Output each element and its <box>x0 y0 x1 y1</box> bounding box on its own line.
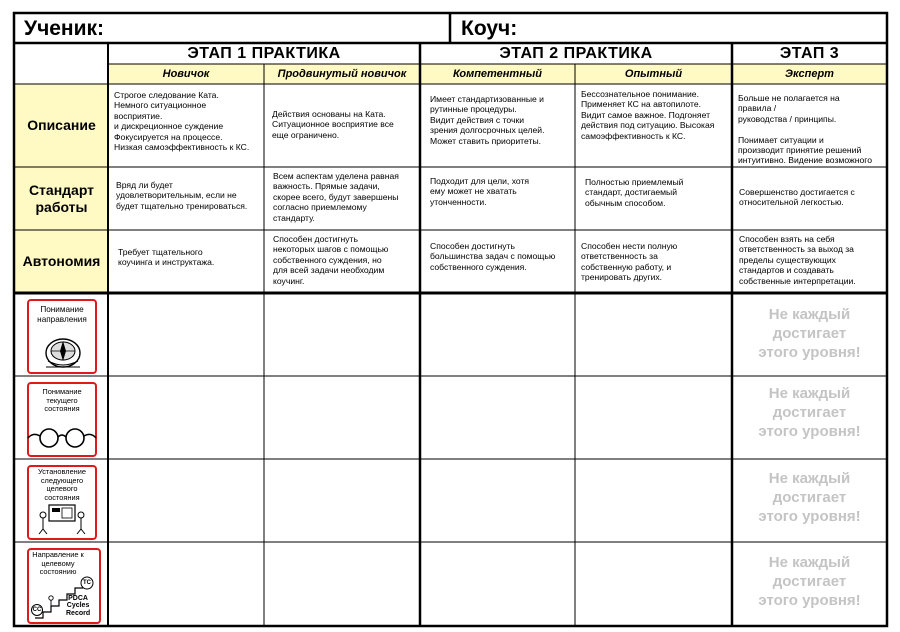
compass-icon <box>42 331 84 369</box>
cell-standard-competent: Подходит для цели, хотя ему может не хватать утонченности. <box>430 176 530 207</box>
cell-autonomy-novice: Требует тщательного коучинга и инструктажа. <box>118 247 215 268</box>
badge-tc: TC <box>83 580 91 586</box>
cell-description-expert: Больше не полагается на правила / руководства / принципы. Понимает ситуации и производит принятие решений интуитивно. Видение возможного <box>738 93 873 166</box>
cell-standard-proficient: Полностью приемлемый стандарт, достигаемый обычным способом. <box>585 177 684 208</box>
coach-label: Коуч: <box>461 17 518 40</box>
expert-note-1: Не каждый достигает этого уровня! <box>758 306 861 361</box>
cell-autonomy-competent: Способен достигнуть большинства задач с помощью собственного суждения. <box>430 241 556 272</box>
pdca-record-label: PDCA Cycles Record <box>66 595 91 617</box>
skill-next-target-label: Установление следующего целевого состояния <box>38 467 86 502</box>
row-header-description: Описание <box>27 117 96 133</box>
level-expert: Эксперт <box>785 68 834 80</box>
cell-standard-expert: Совершенство достигается с относительной легкостью. <box>739 187 855 208</box>
expert-note-3: Не каждый достигает этого уровня! <box>758 470 861 525</box>
cell-standard-advanced-beginner: Всем аспектам уделена равная важность. Прямые задачи, скорее всего, будут завершены согласно приемлемому стандарту. <box>273 171 399 223</box>
row-header-autonomy: Автономия <box>22 253 101 269</box>
skill-current-condition <box>27 382 97 457</box>
cell-description-proficient: Бессознательное понимание. Применяет КС на автопилоте. Видит самое важное. Подгоняет действия под ситуацию. Высокая самоэффективность к КС. <box>581 89 715 141</box>
skill-next-target <box>27 465 97 540</box>
stage-1-title: ЭТАП 1 ПРАКТИКА <box>187 45 341 62</box>
skill-toward-target-label: Направление к целевому состоянию <box>32 550 84 577</box>
skill-toward-target <box>27 548 101 624</box>
skill-current-condition-label: Понимание текущего состояния <box>42 387 82 414</box>
level-advanced-beginner: Продвинутый новичок <box>277 68 407 80</box>
cell-description-novice: Строгое следование Ката. Немного ситуационное восприятие. и дискреционное суждение Фокусируется на процессе. Низкая самоэффективность к КС. <box>114 90 250 153</box>
target-board-icon <box>37 503 87 535</box>
row-header-work-standard: Стандарт работы <box>28 181 95 215</box>
expert-note-2: Не каждый достигает этого уровня! <box>758 385 861 440</box>
level-competent: Компетентный <box>453 68 542 80</box>
cell-description-competent: Имеет стандартизованные и рутинные процедуры. Видит действия с точки зрения долгосрочных целей. Может ставить приоритеты. <box>430 94 545 146</box>
student-label: Ученик: <box>24 17 105 40</box>
skill-direction <box>27 299 97 374</box>
cell-autonomy-advanced-beginner: Способен достигнуть некоторых шагов с помощью собственного суждения, но для всей задачи необходим коучинг. <box>273 234 389 286</box>
badge-cc: CC <box>32 607 42 613</box>
cell-autonomy-expert: Способен взять на себя ответственность за выход за пределы существующих стандартов и создавать собственные интерпретации. <box>739 234 856 286</box>
cell-standard-novice: Вряд ли будет удовлетворительным, если не будет тщательно тренироваться. <box>116 180 248 211</box>
cell-autonomy-proficient: Способен нести полную ответственность за собственную работу, и тренировать других. <box>581 241 678 283</box>
stage-3-title: ЭТАП 3 <box>779 45 840 62</box>
skill-direction-label: Понимание направления <box>37 305 87 324</box>
level-proficient: Опытный <box>624 68 683 80</box>
level-novice: Новичок <box>162 68 210 80</box>
stage-2-title: ЭТАП 2 ПРАКТИКА <box>499 45 653 62</box>
cell-description-advanced-beginner: Действия основаны на Ката. Ситуационное восприятие все еще ограничено. <box>272 109 394 140</box>
expert-note-4: Не каждый достигает этого уровня! <box>758 554 861 609</box>
glasses-icon <box>25 424 99 452</box>
